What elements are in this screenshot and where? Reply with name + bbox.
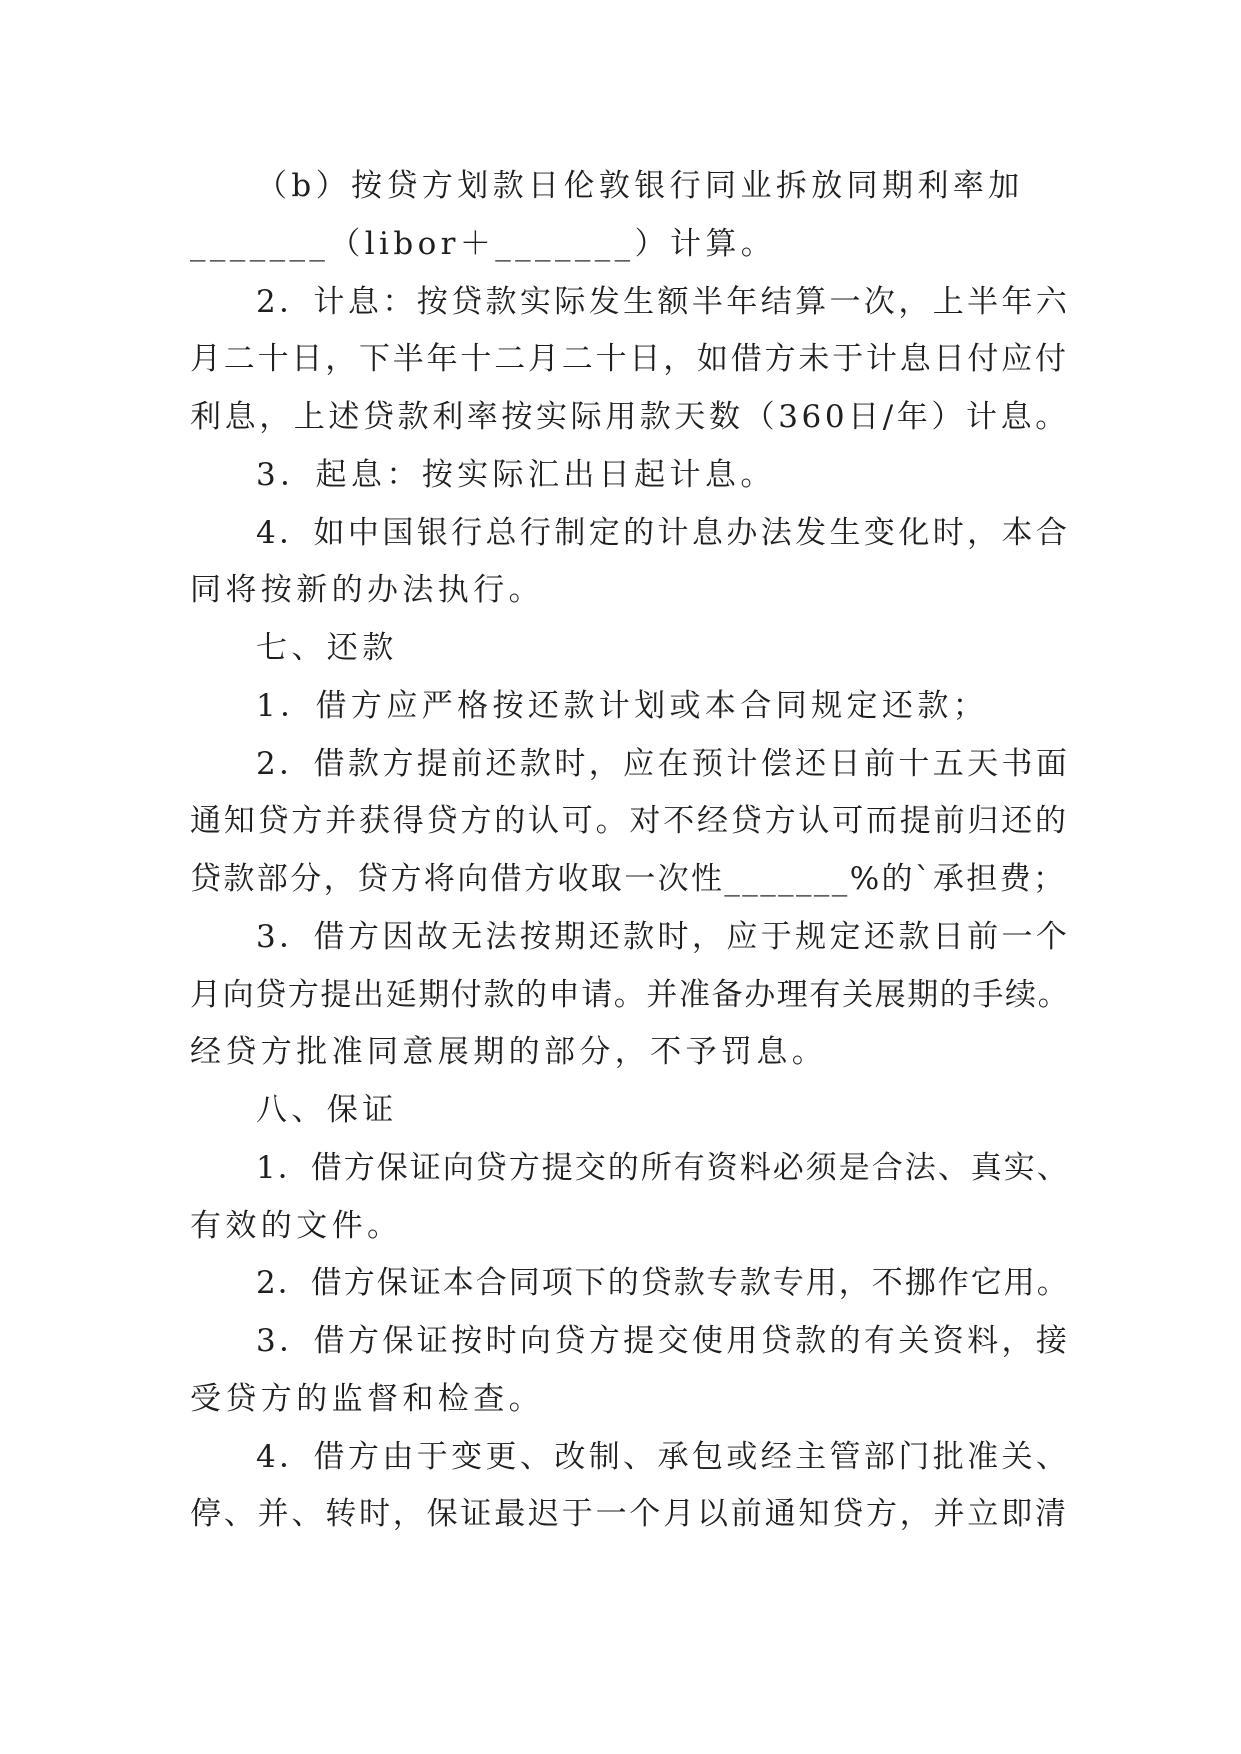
text-line: 有效的文件。: [190, 1208, 403, 1244]
text-line: 停、并、转时，保证最迟于一个月以前通知贷方，并立即清: [190, 1496, 1069, 1532]
text-line: 2．借款方提前还款时，应在预计偿还日前十五天书面: [256, 746, 1071, 782]
text-line: 经贷方批准同意展期的部分，不予罚息。: [190, 1034, 828, 1070]
text-line: 通知贷方并获得贷方的认可。对不经贷方认可而提前归还的: [190, 803, 1069, 839]
text-line: 月二十日，下半年十二月二十日，如借方未于计息日付应付: [190, 341, 1069, 377]
text-line: 同将按新的办法执行。: [190, 572, 544, 608]
text-line: 利息，上述贷款利率按实际用款天数（360日/年）计息。: [190, 399, 1070, 435]
text-line: 4．借方由于变更、改制、承包或经主管部门批准关、: [256, 1439, 1071, 1475]
text-line: 3．借方保证按时向贷方提交使用贷款的有关资料，接: [256, 1323, 1071, 1359]
section-heading: 七、还款: [256, 630, 398, 666]
text-line: （b）按贷方划款日伦敦银行同业拆放同期利率加: [256, 168, 1024, 204]
section-heading: 八、保证: [256, 1092, 398, 1128]
text-line: 1．借方保证向贷方提交的所有资料必须是合法、真实、: [256, 1150, 1070, 1186]
text-line: 月向贷方提出延期付款的申请。并准备办理有关展期的手续。: [190, 977, 1071, 1013]
text-line: 2．借方保证本合同项下的贷款专款专用，不挪作它用。: [256, 1265, 1070, 1301]
text-line: 3．起息：按实际汇出日起计息。: [256, 457, 776, 493]
text-line: 受贷方的监督和检查。: [190, 1381, 544, 1417]
text-line: _______（libor＋_______）计算。: [190, 226, 777, 262]
text-line: 3．借方因故无法按期还款时，应于规定还款日前一个: [256, 919, 1071, 955]
text-line: 2．计息：按贷款实际发生额半年结算一次，上半年六: [256, 284, 1071, 320]
text-line: 1．借方应严格按还款计划或本合同规定还款；: [256, 688, 989, 724]
text-line: 4．如中国银行总行制定的计息办法发生变化时，本合: [256, 515, 1071, 551]
text-line: 贷款部分，贷方将向借方收取一次性_______%的`承担费；: [190, 861, 1067, 897]
